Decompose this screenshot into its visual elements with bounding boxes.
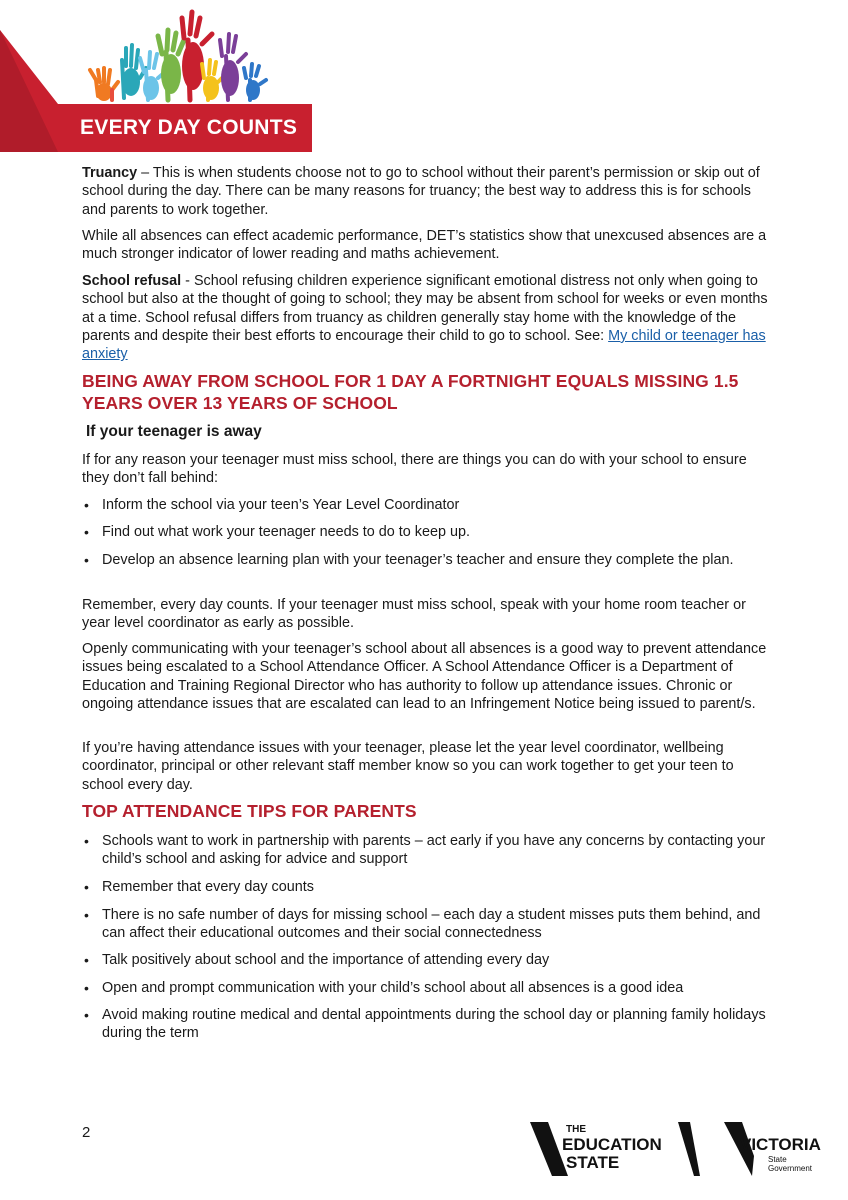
list-item: • Remember that every day counts bbox=[84, 879, 314, 895]
bullet-icon: • bbox=[84, 980, 89, 996]
logo-the-text: THE bbox=[566, 1124, 586, 1135]
list-item: • Schools want to work in partnership with parents – act early if you have any concerns by contacting your child’s school and asking for advice and support bbox=[84, 833, 766, 868]
bullet-icon: • bbox=[84, 879, 89, 895]
communicating-paragraph: Openly communicating with your teenager’s school about all absences is a good way to prevent attendance issues being escalated to a School Attendance Officer. A School Attendance Officer is a Department of Education and Training Regional Director who has authority to follow up attendance issues. Chronic or ongoing attendance issues that are escalated can lead to an Infringement Notice being issued to parent/s. bbox=[82, 641, 767, 712]
logo-government-text: Government bbox=[768, 1164, 813, 1173]
fortnight-heading: BEING AWAY FROM SCHOOL FOR 1 DAY A FORTNIGHT EQUALS MISSING 1.5 YEARS OVER 13 YEARS OF SCHOOL bbox=[82, 371, 739, 413]
logo-state-text: STATE bbox=[566, 1153, 620, 1172]
school-refusal-paragraph bbox=[82, 272, 772, 363]
logo-state-small-text: State bbox=[768, 1155, 787, 1164]
list-item: • Talk positively about school and the importance of attending every day bbox=[84, 952, 550, 968]
education-state-logo bbox=[528, 1112, 828, 1182]
list-item: • Open and prompt communication with your child’s school about all absences is a good idea bbox=[84, 980, 684, 996]
truancy-term: Truancy bbox=[82, 165, 138, 181]
school-refusal-term: School refusal bbox=[82, 273, 182, 289]
page-number: 2 bbox=[82, 1124, 91, 1141]
list-item: • Avoid making routine medical and dental appointments during the school day or planning family holidays during the term bbox=[84, 1007, 766, 1042]
bullet-icon: • bbox=[84, 833, 89, 849]
footer-logos bbox=[528, 1112, 828, 1182]
tips-heading: TOP ATTENDANCE TIPS FOR PARENTS bbox=[82, 801, 417, 821]
every-day-counts-logo bbox=[0, 0, 330, 160]
truancy-text: – This is when students choose not to go to school without their parent’s permission or skip out of school during the day. There can be many reasons for truancy; the best way to address this is for schools and parents to work together. bbox=[82, 165, 760, 218]
bullet-icon: • bbox=[84, 907, 89, 923]
logo-education-text: EDUCATION bbox=[562, 1135, 662, 1154]
absence-effect-paragraph: While all absences can effect academic performance, DET’s statistics show that unexcused absences are a much stronger indicator of lower reading and maths achievement. bbox=[82, 228, 767, 263]
list-item: • Find out what work your teenager needs to do to keep up. bbox=[84, 524, 470, 540]
bullet-icon: • bbox=[84, 952, 89, 968]
list-item: • Develop an absence learning plan with your teenager’s teacher and ensure they complete the plan. bbox=[84, 552, 734, 568]
banner-title: EVERY DAY COUNTS bbox=[80, 116, 298, 139]
list-item: • There is no safe number of days for missing school – each day a student misses puts them behind, and can affect their educational outcomes and their social connectedness bbox=[84, 907, 761, 942]
list-item: • Inform the school via your teen’s Year Level Coordinator bbox=[84, 497, 460, 513]
bullet-icon: • bbox=[84, 552, 89, 568]
bullet-icon: • bbox=[84, 497, 89, 513]
bullet-icon: • bbox=[84, 1007, 89, 1023]
anxiety-link[interactable]: My child or teenager has anxiety bbox=[82, 327, 766, 363]
teenager-away-subheading: If your teenager is away bbox=[86, 423, 262, 440]
remember-paragraph: Remember, every day counts. If your teenager must miss school, speak with your home room teacher or year level coordinator as early as possible. bbox=[82, 597, 746, 632]
logo-victoria-text: VICTORIA bbox=[740, 1135, 821, 1154]
teenager-away-lead: If for any reason your teenager must miss school, there are things you can do with your school to ensure they don’t fall behind: bbox=[82, 452, 747, 487]
attendance-issues-paragraph: If you’re having attendance issues with your teenager, please let the year level coordinator, wellbeing coordinator, principal or other relevant staff member know so you can work together to get your teen to school every day. bbox=[82, 740, 734, 793]
truancy-paragraph bbox=[82, 164, 772, 219]
school-refusal-text: - School refusing children experience significant emotional distress not only when going to school but also at the thought of going to school; they may be absent from school for weeks or even months at a time. School refusal differs from truancy as children generally stay home with the knowledge of the parents and despite their best efforts to encourage their child to go to school. See: bbox=[82, 273, 768, 344]
bullet-icon: • bbox=[84, 524, 89, 540]
